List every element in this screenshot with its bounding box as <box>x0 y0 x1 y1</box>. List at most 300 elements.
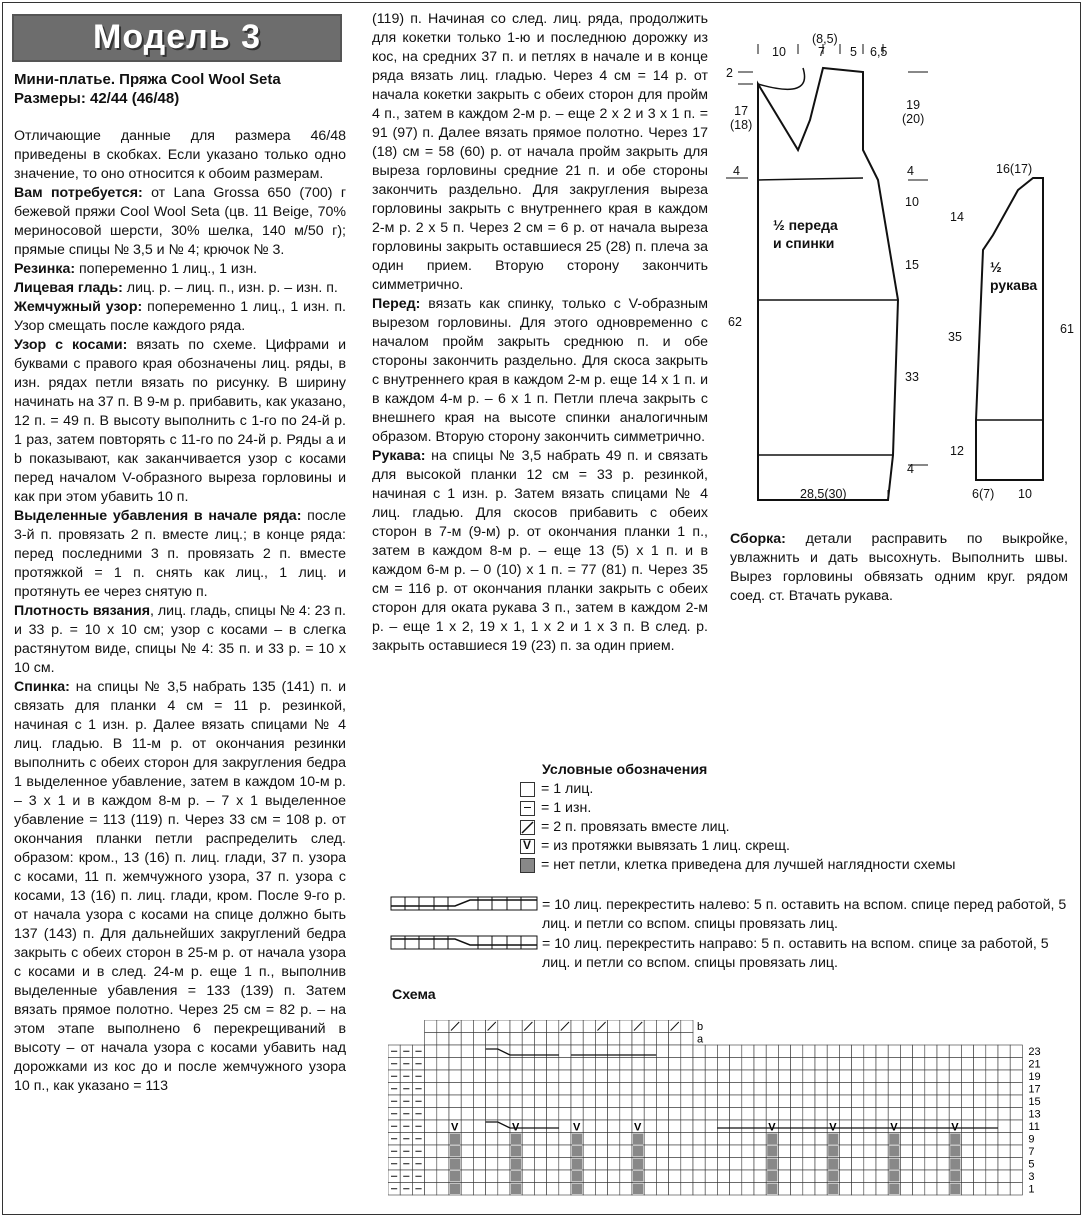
chart-cell <box>644 1108 656 1121</box>
no-stitch-cell <box>889 1146 899 1157</box>
chart-cell <box>961 1133 973 1146</box>
chart-cell <box>425 1170 437 1183</box>
chart-cell <box>583 1158 595 1171</box>
chart-cell <box>766 1045 778 1058</box>
chart-cell <box>461 1108 473 1121</box>
twisted-mark: V <box>451 1121 459 1134</box>
chart-cell <box>717 1133 729 1146</box>
chart-cell <box>717 1145 729 1158</box>
chart-cell <box>876 1170 888 1183</box>
chart-cell <box>730 1183 742 1196</box>
chart-cell <box>803 1158 815 1171</box>
chart-cell <box>583 1133 595 1146</box>
chart-cell <box>461 1033 473 1046</box>
chart-cell <box>839 1145 851 1158</box>
chart-cell <box>620 1020 632 1033</box>
col1-paragraph: Выделенные убавления в начале ряда: после 3-й п. провязать 2 п. вместе лиц.; в конце ряда: перед последними 3 п. провязать 2 п. вместе протяжкой = 1 п. снять как лиц., 1 лиц. и протянуть ее через снятую п. <box>14 508 346 600</box>
chart-cell <box>522 1170 534 1183</box>
chart-cell <box>693 1133 705 1146</box>
col1-paragraph: Спинка: на спицы № 3,5 набрать 135 (141) п. и связать для планки 4 см = 11 р. резинкой, начиная с 1 изн. р. Далее вязать спицами № 4 лиц. гладью. В 11-м р. от окончания резинки выполнить с обеих сторон для закругления бедра 1 выделенное убавление, затем в каждом 10-м р. – 3 х 1 и в каждом 8-м р. – 7 х 1 выделенное убавление = 113 (119) п. Через 33 см = 108 р. от окончания планки петли распределить след. образом: кром., 13 (16) п. лиц. глади, 37 п. узора с косами, 11 п. жемчужного узора, 37 п. узора с косами, 13 (16) п. лиц. глади, кром. После 9-го р. от начала узора с косами на спице должно быть 137 (143) п. Для дальнейших закруглений бедра закрыть с обеих сторон в 25-м р. от начала узора с косами и в след. 24-м р. еще 1 п., выполнив выделенные убавления = 133 (139) п. Затем вязать прямое полотно. Через 25 см = 82 р. – на этом этапе выполнено 6 перекрещиваний в высоту – от начала узора с косами убавить над дорожками из кос до и после жемчужного узора 10 п., как указано = 113 <box>14 679 346 1094</box>
chart-cell <box>864 1183 876 1196</box>
chart-cell <box>1010 1120 1022 1133</box>
chart-cell <box>461 1020 473 1033</box>
chart-cell <box>669 1033 681 1046</box>
chart-cell <box>1010 1183 1022 1196</box>
chart-cell <box>900 1133 912 1146</box>
chart-cell <box>595 1108 607 1121</box>
chart-cell <box>669 1145 681 1158</box>
chart-cell <box>754 1170 766 1183</box>
chart-cell <box>766 1070 778 1083</box>
chart-cell <box>583 1183 595 1196</box>
chart-cell <box>693 1145 705 1158</box>
no-stitch-cell <box>572 1134 582 1145</box>
no-stitch-cell <box>828 1134 838 1145</box>
chart-cell <box>425 1108 437 1121</box>
dim-sleeve-right: 61 <box>1060 322 1074 336</box>
chart-cell <box>815 1145 827 1158</box>
no-stitch-cell <box>767 1184 777 1195</box>
no-stitch-cell <box>950 1159 960 1170</box>
dim-right-3: 10 <box>905 195 919 209</box>
chart-cell <box>815 1170 827 1183</box>
chart-cell <box>974 1058 986 1071</box>
chart-cell <box>986 1145 998 1158</box>
chart-cell <box>730 1070 742 1083</box>
chart-cell <box>961 1120 973 1133</box>
chart-cell <box>864 1158 876 1171</box>
no-stitch-cell <box>633 1159 643 1170</box>
chart-cell <box>449 1083 461 1096</box>
chart-cell <box>583 1120 595 1133</box>
chart-cell <box>473 1158 485 1171</box>
chart-cell <box>534 1133 546 1146</box>
chart-cell <box>974 1108 986 1121</box>
chart-cell <box>913 1133 925 1146</box>
chart-cell <box>730 1045 742 1058</box>
chart-cell <box>815 1070 827 1083</box>
subtitle-line-2: Размеры: 42/44 (46/48) <box>14 90 180 107</box>
chart-cell <box>559 1108 571 1121</box>
chart-cell <box>486 1133 498 1146</box>
row-number: 3 <box>1028 1171 1035 1183</box>
chart-cell <box>608 1145 620 1158</box>
chart-cell <box>437 1070 449 1083</box>
legend-purl: = 1 изн. <box>520 800 591 816</box>
chart-cell <box>644 1183 656 1196</box>
chart-cell <box>949 1058 961 1071</box>
chart-cell <box>925 1070 937 1083</box>
no-stitch-cell <box>572 1146 582 1157</box>
chart-cell <box>876 1158 888 1171</box>
chart-cell <box>669 1133 681 1146</box>
chart-cell <box>852 1070 864 1083</box>
col1-paragraph: Отличающие данные для размера 46/48 приведены в скобках. Если указано только одно значение, то оно относится к обоим размерам. <box>14 128 346 182</box>
chart-cell <box>632 1108 644 1121</box>
scheme-title: Схема <box>392 987 436 1003</box>
chart-cell <box>998 1120 1010 1133</box>
chart-cell <box>803 1045 815 1058</box>
chart-cell <box>656 1045 668 1058</box>
column-1-text <box>14 127 346 1096</box>
chart-cell <box>547 1183 559 1196</box>
chart-cell <box>486 1170 498 1183</box>
chart-cell <box>534 1170 546 1183</box>
no-stitch-cell <box>633 1146 643 1157</box>
chart-cell <box>632 1033 644 1046</box>
chart-cell <box>644 1058 656 1071</box>
chart-cell <box>449 1070 461 1083</box>
chart-cell <box>522 1033 534 1046</box>
dim-sleeve-top: 16(17) <box>996 162 1033 176</box>
chart-cell <box>656 1083 668 1096</box>
purl-symbol-icon <box>520 801 535 816</box>
chart-cell <box>669 1058 681 1071</box>
chart-cell <box>559 1133 571 1146</box>
chart-cell <box>425 1158 437 1171</box>
chart-cell <box>486 1095 498 1108</box>
chart-cell <box>559 1070 571 1083</box>
chart-cell <box>559 1145 571 1158</box>
chart-cell <box>925 1158 937 1171</box>
col1-paragraph: Лицевая гладь: лиц. р. – лиц. п., изн. р. – изн. п. <box>14 280 338 296</box>
no-stitch-cell <box>633 1184 643 1195</box>
chart-cell <box>644 1145 656 1158</box>
chart-cell <box>522 1083 534 1096</box>
chart-cell <box>620 1158 632 1171</box>
chart-cell <box>852 1095 864 1108</box>
chart-cell <box>705 1145 717 1158</box>
dim-left-3: 4 <box>733 164 740 178</box>
chart-cell <box>730 1083 742 1096</box>
chart-cell <box>693 1083 705 1096</box>
chart-cell <box>925 1045 937 1058</box>
chart-cell <box>632 1095 644 1108</box>
chart-cell <box>449 1108 461 1121</box>
chart-cell <box>730 1170 742 1183</box>
chart-cell <box>425 1083 437 1096</box>
knit-symbol-icon <box>520 782 535 797</box>
chart-cell <box>449 1045 461 1058</box>
chart-cell <box>815 1183 827 1196</box>
chart-cell <box>925 1120 937 1133</box>
chart-cell <box>742 1183 754 1196</box>
chart-cell <box>1010 1158 1022 1171</box>
chart-cell <box>986 1070 998 1083</box>
chart-cell <box>730 1145 742 1158</box>
chart-cell <box>522 1133 534 1146</box>
chart-cell <box>486 1083 498 1096</box>
col1-paragraph: Узор с косами: вязать по схеме. Цифрами и буквами с правого края обозначены лиц. ряды, в изн. рядах петли вязать по рисунку. В ширину начинать на 37 п. В 9-м р. прибавить, как указано, 12 п. = 49 п. В высоту выполнить с 1-го по 24-й р. 1 раз, затем повторять с 11-го по 24-й р. Ряды a и b показывают, как заканчивается узор с косами перед началом V-образного выреза горловины и как при этом убавить 10 п. <box>14 337 346 505</box>
chart-cell <box>815 1120 827 1133</box>
chart-cell <box>571 1083 583 1096</box>
chart-cell <box>754 1183 766 1196</box>
chart-cell <box>559 1045 571 1058</box>
chart-cell <box>925 1133 937 1146</box>
chart-cell <box>595 1120 607 1133</box>
chart-cell <box>608 1033 620 1046</box>
chart-cell <box>888 1095 900 1108</box>
chart-cell <box>595 1070 607 1083</box>
chart-cell <box>864 1058 876 1071</box>
chart-cell <box>547 1170 559 1183</box>
row-number: 15 <box>1028 1096 1041 1108</box>
body-outline <box>758 68 898 500</box>
legend-title: Условные обозначения <box>542 762 708 778</box>
chart-cell <box>827 1070 839 1083</box>
chart-cell <box>620 1170 632 1183</box>
chart-cell <box>644 1033 656 1046</box>
no-stitch-cell <box>450 1159 460 1170</box>
chart-cell <box>974 1158 986 1171</box>
legend-nostitch: = нет петли, клетка приведена для лучшей наглядности схемы <box>520 857 955 873</box>
chart-cell <box>900 1145 912 1158</box>
row-number: 17 <box>1028 1083 1041 1096</box>
chart-cell <box>827 1045 839 1058</box>
chart-cell <box>1010 1170 1022 1183</box>
chart-cell <box>425 1095 437 1108</box>
chart-cell <box>778 1108 790 1121</box>
chart-cell <box>473 1183 485 1196</box>
chart-cell <box>425 1070 437 1083</box>
chart-cell <box>681 1170 693 1183</box>
chart-cell <box>595 1145 607 1158</box>
chart-cell <box>974 1183 986 1196</box>
chart-cell <box>620 1070 632 1083</box>
chart-cell <box>705 1170 717 1183</box>
chart-cell <box>974 1120 986 1133</box>
chart-cell <box>681 1133 693 1146</box>
chart-cell <box>778 1183 790 1196</box>
chart-cell <box>888 1058 900 1071</box>
chart-cell <box>986 1045 998 1058</box>
chart-cell <box>900 1058 912 1071</box>
chart-cell <box>864 1120 876 1133</box>
chart-cell <box>937 1158 949 1171</box>
dim-sleeve-left-2: 35 <box>948 330 962 344</box>
chart-cell <box>632 1070 644 1083</box>
chart-cell <box>583 1083 595 1096</box>
dim-sleeve-left-3: 12 <box>950 444 964 458</box>
chart-cell <box>852 1083 864 1096</box>
chart-cell <box>949 1095 961 1108</box>
chart-cell <box>437 1108 449 1121</box>
chart-cell <box>425 1183 437 1196</box>
chart-cell <box>705 1083 717 1096</box>
chart-cell <box>547 1095 559 1108</box>
no-stitch-cell <box>889 1184 899 1195</box>
twisted-mark: V <box>573 1121 581 1134</box>
chart-cell <box>852 1045 864 1058</box>
chart-cell <box>473 1045 485 1058</box>
chart-cell <box>791 1120 803 1133</box>
chart-cell <box>717 1120 729 1133</box>
chart-cell <box>437 1020 449 1033</box>
chart-cell <box>913 1120 925 1133</box>
chart-cell <box>595 1183 607 1196</box>
chart-cell <box>571 1020 583 1033</box>
chart-cell <box>717 1108 729 1121</box>
chart-cell <box>937 1058 949 1071</box>
chart-cell <box>705 1070 717 1083</box>
chart-cell <box>705 1058 717 1071</box>
chart-cell <box>791 1095 803 1108</box>
chart-cell <box>998 1183 1010 1196</box>
chart-cell <box>961 1070 973 1083</box>
dim-top-3: 5 <box>850 45 857 59</box>
chart-cell <box>681 1183 693 1196</box>
chart-cell <box>864 1083 876 1096</box>
no-stitch-cell <box>950 1134 960 1145</box>
chart-cell <box>425 1033 437 1046</box>
chart-cell <box>498 1120 510 1133</box>
chart-cell <box>498 1095 510 1108</box>
no-stitch-cell <box>511 1184 521 1195</box>
dim-right-5: 33 <box>905 370 919 384</box>
chart-cell <box>876 1095 888 1108</box>
chart-cell <box>461 1133 473 1146</box>
chart-cell <box>742 1170 754 1183</box>
no-stitch-cell <box>572 1171 582 1182</box>
chart-cell <box>876 1145 888 1158</box>
chart-cell <box>681 1158 693 1171</box>
chart-cell <box>998 1095 1010 1108</box>
chart-cell <box>644 1133 656 1146</box>
chart-cell <box>510 1020 522 1033</box>
chart-cell <box>425 1133 437 1146</box>
chart-cell <box>986 1108 998 1121</box>
chart-cell <box>498 1158 510 1171</box>
chart-cell <box>815 1083 827 1096</box>
chart-cell <box>803 1145 815 1158</box>
chart-cell <box>583 1108 595 1121</box>
chart-cell <box>986 1083 998 1096</box>
chart-cell <box>425 1045 437 1058</box>
chart-cell <box>705 1120 717 1133</box>
chart-cell <box>839 1058 851 1071</box>
col2-paragraph: (119) п. Начиная со след. лиц. ряда, продолжить для кокетки только 1-ю и последнюю дорожку из кос, на средних 37 п. и петлях в начале и в конце ряда вязать лиц. гладью. Через 4 см = 14 р. от начала кокетки закрыть с обеих сторон для пройм 4 п., затем в каждом 2-м р. – еще 2 х 2 и 3 х 1 п. = 91 (97) п. Далее вязать прямое полотно. Через 17 (18) см = 58 (60) р. от начала пройм закрыть для выреза горловины средние 21 п. и обе стороны закончить раздельно. Для закругления выреза горловины закрыть с внутреннего края в каждом 2-м р. 2 х 5 п. Через 2 см = 6 р. от начала выреза горловины закрыть оставшиеся 25 (28) п. плеча за один прием. Вторую сторону закончить симметрично. <box>372 11 708 293</box>
chart-cell <box>644 1158 656 1171</box>
chart-cell <box>473 1145 485 1158</box>
chart-cell <box>754 1158 766 1171</box>
chart-cell <box>937 1133 949 1146</box>
chart-cell <box>913 1058 925 1071</box>
chart-cell <box>1010 1108 1022 1121</box>
chart-cell <box>778 1045 790 1058</box>
chart-cell <box>693 1095 705 1108</box>
chart-cell <box>791 1158 803 1171</box>
legend-cable-right: = 10 лиц. перекрестить направо: 5 п. оставить на вспом. спице за работой, 5 лиц. и петли со вспом. спицы провязать лиц. <box>542 936 1049 971</box>
chart-cell <box>864 1145 876 1158</box>
chart-cell <box>498 1045 510 1058</box>
no-stitch-cell <box>950 1146 960 1157</box>
no-stitch-cell <box>828 1146 838 1157</box>
dim-left-1: 2 <box>726 66 733 80</box>
chart-cell <box>595 1133 607 1146</box>
chart-cell <box>913 1183 925 1196</box>
row-letter: b <box>697 1021 704 1033</box>
chart-cell <box>778 1095 790 1108</box>
no-stitch-symbol-icon <box>520 858 535 873</box>
chart-cell <box>1010 1133 1022 1146</box>
chart-cell <box>754 1133 766 1146</box>
chart-cell <box>778 1083 790 1096</box>
chart-cell <box>425 1120 437 1133</box>
col1-paragraph: Резинка: попеременно 1 лиц., 1 изн. <box>14 261 258 277</box>
chart-cell <box>437 1170 449 1183</box>
chart-cell <box>656 1158 668 1171</box>
chart-cell <box>449 1095 461 1108</box>
chart-cell <box>888 1083 900 1096</box>
chart-cell <box>754 1058 766 1071</box>
chart-cell <box>656 1133 668 1146</box>
dim-sleeve-left-1: 14 <box>950 210 964 224</box>
col2-paragraph: Перед: вязать как спинку, только с V-образным вырезом горловины. Для этого одновременно с началом пройм закрыть среднюю п. и обе стороны закончить раздельно. Для скоса закрыть с внутреннего края в каждом 2-м р. еще 14 х 1 п. и в каждом 4-м р. – 6 х 1 п. Петли плеча закрыть с внешнего края на высоте спинки аналогичным образом. Вторую сторону закончить симметрично. <box>372 296 708 445</box>
chart-cell <box>754 1120 766 1133</box>
chart-cell <box>473 1070 485 1083</box>
no-stitch-cell <box>828 1171 838 1182</box>
chart-cell <box>534 1183 546 1196</box>
chart-cell <box>742 1120 754 1133</box>
no-stitch-cell <box>633 1134 643 1145</box>
chart-cell <box>681 1070 693 1083</box>
chart-cell <box>522 1108 534 1121</box>
chart-cell <box>986 1133 998 1146</box>
chart-cell <box>754 1108 766 1121</box>
chart-cell <box>974 1045 986 1058</box>
chart-cell <box>595 1095 607 1108</box>
chart-cell <box>961 1170 973 1183</box>
chart-cell <box>473 1133 485 1146</box>
chart-cell <box>461 1183 473 1196</box>
chart-cell <box>595 1158 607 1171</box>
chart-cell <box>669 1120 681 1133</box>
chart-cell <box>876 1183 888 1196</box>
chart-cell <box>559 1158 571 1171</box>
chart-cell <box>730 1095 742 1108</box>
chart-cell <box>608 1170 620 1183</box>
chart-cell <box>937 1083 949 1096</box>
chart-cell <box>913 1108 925 1121</box>
chart-cell <box>620 1133 632 1146</box>
chart-cell <box>669 1183 681 1196</box>
chart-cell <box>937 1108 949 1121</box>
chart-cell <box>742 1070 754 1083</box>
chart-cell <box>559 1033 571 1046</box>
chart-cell <box>803 1083 815 1096</box>
chart-cell <box>852 1133 864 1146</box>
chart-cell <box>547 1058 559 1071</box>
chart-cell <box>717 1070 729 1083</box>
row-number: 5 <box>1028 1158 1035 1171</box>
chart-cell <box>803 1183 815 1196</box>
no-stitch-cell <box>950 1171 960 1182</box>
chart-cell <box>437 1158 449 1171</box>
chart-cell <box>559 1095 571 1108</box>
scheme-chart <box>388 1020 1068 1210</box>
chart-cell <box>986 1095 998 1108</box>
chart-cell <box>961 1095 973 1108</box>
chart-cell <box>510 1058 522 1071</box>
chart-cell <box>864 1108 876 1121</box>
chart-cell <box>791 1108 803 1121</box>
chart-cell <box>534 1158 546 1171</box>
chart-cell <box>559 1170 571 1183</box>
chart-cell <box>974 1145 986 1158</box>
chart-cell <box>900 1170 912 1183</box>
chart-cell <box>534 1020 546 1033</box>
chart-cell <box>998 1145 1010 1158</box>
